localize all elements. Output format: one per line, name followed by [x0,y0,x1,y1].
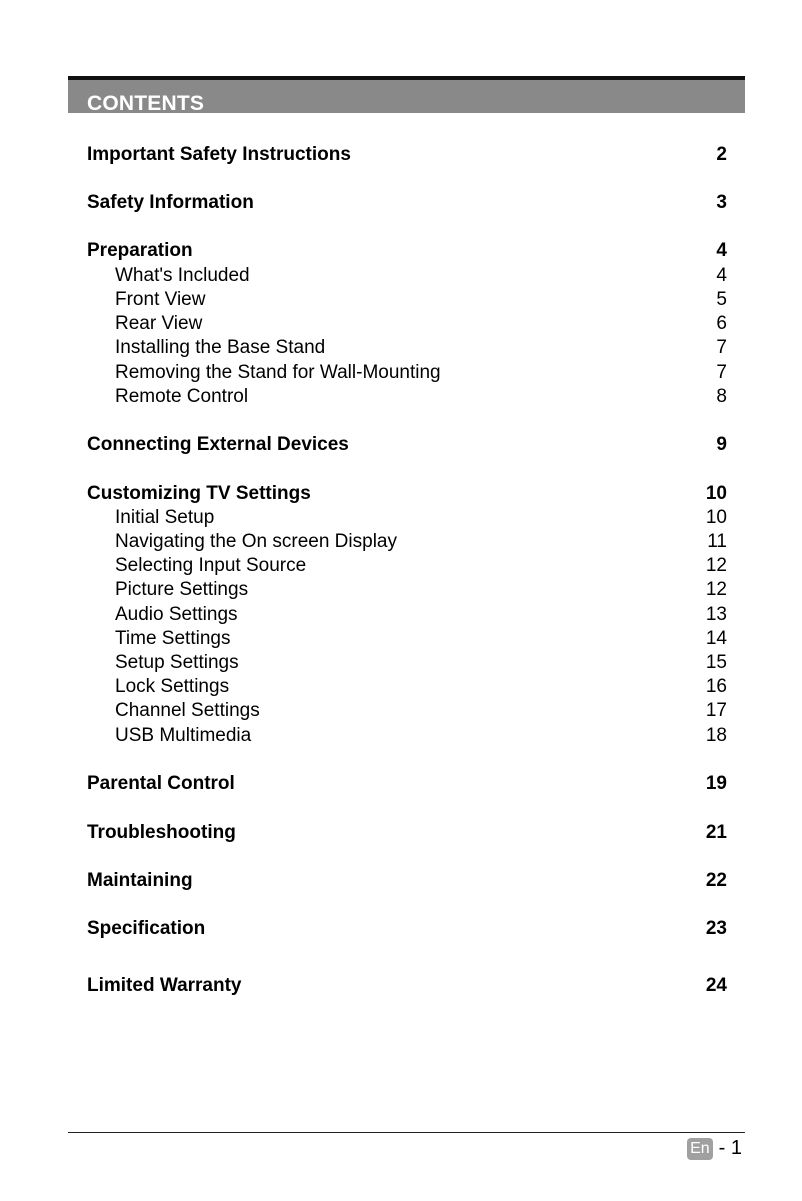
language-badge: En [687,1138,713,1160]
toc-entry-page: 22 [705,870,727,891]
toc-subsection-entry[interactable] [87,361,727,385]
toc-entry-page: 2 [716,144,727,165]
toc-entry-label: Front View [115,289,206,310]
toc-section-entry[interactable] [87,917,727,941]
toc-section-entry[interactable] [87,143,727,167]
toc-entry-label: Preparation [87,240,193,261]
toc-entry-label: Specification [87,918,206,939]
page-title: CONTENTS [87,92,205,113]
toc-subsection-entry[interactable] [87,724,727,748]
toc-subsection-entry[interactable] [87,699,727,723]
toc-entry-page: 17 [705,700,727,721]
toc-entry-label: Channel Settings [115,700,260,721]
toc-subsection-entry[interactable] [87,651,727,675]
toc-entry-label: Remote Control [115,386,249,407]
toc-section-entry[interactable] [87,821,727,845]
toc-entry-label: Lock Settings [115,676,230,697]
toc-entry-page: 23 [705,918,727,939]
toc-entry-page: 7 [716,337,727,358]
toc-subsection-entry[interactable] [87,530,727,554]
toc-section-entry[interactable] [87,239,727,263]
toc-entry-page: 9 [716,434,727,455]
toc-entry-page: 7 [716,362,727,383]
toc-subsection-entry[interactable] [87,603,727,627]
toc-entry-label: Installing the Base Stand [115,337,326,358]
toc-entry-page: 14 [705,628,727,649]
toc-entry-label: Important Safety Instructions [87,144,351,165]
toc-entry-page: 10 [705,507,727,528]
toc-entry-page: 12 [705,555,727,576]
toc-section-entry[interactable] [87,869,727,893]
toc-subsection-entry[interactable] [87,578,727,602]
toc-entry-page: 8 [716,386,727,407]
toc-entry-label: Parental Control [87,773,235,794]
toc-entry-page: 5 [716,289,727,310]
toc-entry-label: Troubleshooting [87,822,236,843]
toc-entry-label: Initial Setup [115,507,215,528]
footer-divider [68,1132,745,1133]
footer-page-number [687,1137,742,1160]
toc-entry-label: Selecting Input Source [115,555,307,576]
toc-entry-page: 4 [716,265,727,286]
toc-entry-label: Safety Information [87,192,254,213]
toc-entry-page: 24 [705,975,727,996]
toc-entry-page: 12 [705,579,727,600]
toc-entry-page: 4 [716,240,727,261]
contents-header-bar [68,76,745,113]
toc-entry-page: 15 [705,652,727,673]
toc-entry-label: What's Included [115,265,250,286]
toc-entry-page: 16 [705,676,727,697]
toc-section-entry[interactable] [87,482,727,506]
toc-entry-label: Limited Warranty [87,975,242,996]
toc-entry-label: Picture Settings [115,579,249,600]
toc-entry-page: 6 [716,313,727,334]
toc-subsection-entry[interactable] [87,675,727,699]
toc-entry-label: Time Settings [115,628,231,649]
toc-subsection-entry[interactable] [87,385,727,409]
toc-entry-page: 18 [705,725,727,746]
toc-subsection-entry[interactable] [87,264,727,288]
toc-section-entry[interactable] [87,974,727,998]
toc-subsection-entry[interactable] [87,506,727,530]
toc-section-entry[interactable] [87,772,727,796]
toc-entry-label: Rear View [115,313,203,334]
toc-entry-page: 19 [705,773,727,794]
toc-subsection-entry[interactable] [87,312,727,336]
toc-entry-page: 11 [707,531,727,552]
toc-entry-label: Setup Settings [115,652,239,673]
toc-entry-label: Audio Settings [115,604,238,625]
toc-entry-page: 13 [705,604,727,625]
toc-section-entry[interactable] [87,191,727,215]
toc-section-entry[interactable] [87,433,727,457]
toc-entry-label: Navigating the On screen Display [115,531,397,552]
toc-entry-label: Connecting External Devices [87,434,349,455]
page-number: - 1 [718,1137,742,1159]
toc-subsection-entry[interactable] [87,554,727,578]
toc-subsection-entry[interactable] [87,627,727,651]
toc-entry-label: USB Multimedia [115,725,252,746]
toc-subsection-entry[interactable] [87,336,727,360]
toc-subsection-entry[interactable] [87,288,727,312]
toc-entry-page: 3 [716,192,727,213]
toc-entry-page: 21 [705,822,727,843]
toc-entry-label: Maintaining [87,870,193,891]
toc-entry-label: Customizing TV Settings [87,483,311,504]
toc-entry-label: Removing the Stand for Wall-Mounting [115,362,441,383]
toc-entry-page: 10 [705,483,727,504]
